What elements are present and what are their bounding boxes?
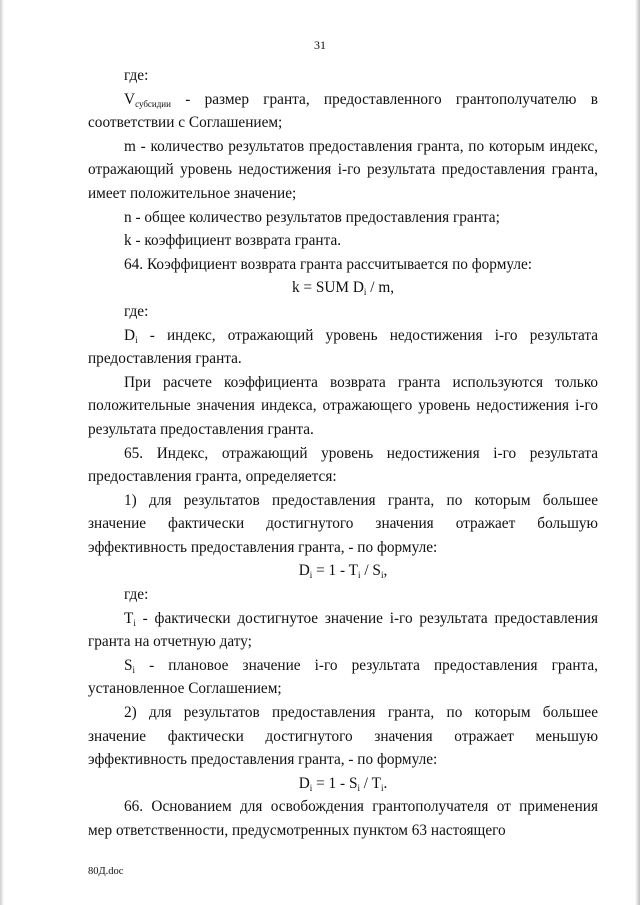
definition-d	[88, 324, 598, 371]
scan-edge-left	[0, 0, 4, 905]
formula-part: D	[298, 562, 310, 580]
paragraph-positive-values: При расчете коэффициента возврата гранта используются только положительные значения индекса, отражающего уровень недостижения i-го результата предоставления гранта.	[88, 373, 598, 438]
formula-k-part: / m,	[366, 279, 395, 297]
definition-s-text: - плановое значение i-го результата предоставления гранта, установленное Соглашением;	[88, 656, 598, 698]
subscript-i: i	[132, 664, 136, 675]
formula-k	[88, 276, 598, 300]
symbol-t: T	[124, 609, 134, 627]
page-number: 31	[314, 38, 326, 52]
symbol-s: S	[124, 656, 133, 674]
paragraph-66: 66. Основанием для освобождения грантополучателя от применения мер ответственности, предусмотренных пунктом 63 настоящего	[88, 798, 598, 839]
subscript-i: i	[133, 617, 136, 628]
symbol-v: V	[124, 90, 136, 108]
paragraph-64: 64. Коэффициент возврата гранта рассчитывается по формуле:	[124, 255, 533, 273]
formula-k-part: k = SUM D	[291, 279, 364, 297]
footer-filename: 80Д.doc	[88, 866, 124, 877]
definition-n: n - общее количество результатов предоставления гранта;	[124, 208, 500, 226]
definition-v-text: - размер гранта, предоставленного грантополучателю в соответствии с Соглашением;	[88, 90, 598, 132]
item-1: 1) для результатов предоставления гранта, по которым большее значение фактически достигнутого значения отражает большую эффективность предоставления гранта, - по формуле:	[88, 491, 598, 556]
where-label: где:	[124, 67, 149, 84]
formula-part: = 1 - S	[312, 774, 358, 792]
formula-part: = 1 - T	[312, 562, 359, 580]
formula-sub: i	[357, 782, 360, 793]
formula-sub: i	[380, 782, 384, 793]
formula-part: ,	[383, 562, 388, 580]
definition-t	[88, 607, 598, 654]
formula-part: / S	[360, 562, 381, 580]
definition-s	[88, 654, 598, 701]
definition-d-text: - индекс, отражающий уровень недостижения i-го результата предоставления гранта.	[88, 326, 598, 368]
subscript-subsidy: субсидии	[135, 98, 171, 109]
formula-sub: i	[380, 570, 384, 581]
definition-k: k - коэффициент возврата гранта.	[124, 232, 342, 250]
definition-m: m - количество результатов предоставления гранта, по которым индекс, отражающий уровень недостижения i-го результата предоставления гранта, имеет положительное значение;	[88, 137, 598, 202]
formula-part: D	[298, 774, 310, 792]
symbol-d: D	[124, 326, 136, 344]
paragraph-65: 65. Индекс, отражающий уровень недостижения i-го результата предоставления гранта, определяется:	[88, 444, 598, 486]
definition-t-text: - фактически достигнутое значение i-го результата предоставления гранта на отчетную дату;	[88, 609, 598, 651]
formula-k-sub: i	[363, 287, 367, 298]
document-body	[88, 64, 598, 843]
formula-sub: i	[309, 782, 313, 793]
formula-d-1	[88, 559, 598, 583]
definition-v-subsidy	[88, 88, 598, 135]
formula-sub: i	[309, 570, 313, 581]
formula-part: / T	[359, 774, 381, 792]
subscript-i: i	[135, 334, 138, 345]
scan-edge-right	[635, 0, 640, 905]
where-label: где:	[124, 302, 149, 320]
formula-d-2	[88, 772, 598, 796]
formula-part: .	[383, 774, 388, 792]
where-label: где:	[124, 586, 149, 604]
item-2: 2) для результатов предоставления гранта, по которым большее значение фактически достигнутого значения отражает меньшую эффективность предоставления гранта, - по формуле:	[88, 704, 598, 769]
formula-sub: i	[358, 570, 361, 581]
